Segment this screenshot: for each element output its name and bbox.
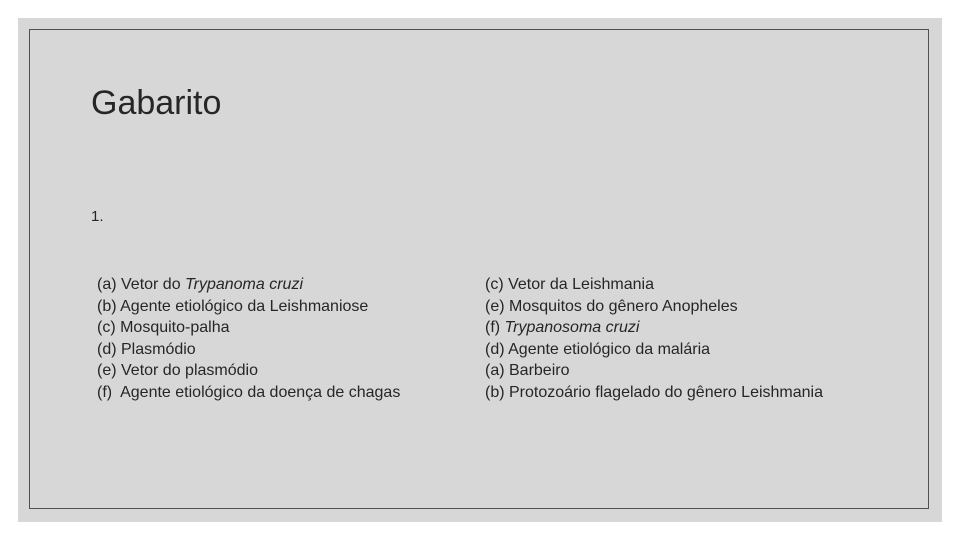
right-answer-list xyxy=(485,274,823,404)
left-answer-item xyxy=(97,382,400,404)
answer-species-name: Trypanosoma cruzi xyxy=(504,319,640,337)
left-answer-item xyxy=(97,339,400,361)
answer-text: (a) Vetor do xyxy=(97,276,186,293)
answer-text: (e) Mosquitos do gênero Anopheles xyxy=(485,297,738,315)
answer-text: (c) Vetor da Leishmania xyxy=(485,276,654,293)
left-answer-item xyxy=(97,296,400,318)
left-answer-list xyxy=(97,274,400,404)
answer-text: (e) Vetor do plasmódio xyxy=(97,362,258,380)
right-answer-item xyxy=(485,360,823,382)
right-answer-item xyxy=(485,382,823,404)
right-answer-item xyxy=(485,317,823,339)
answer-text: (c) Mosquito-palha xyxy=(97,319,230,337)
right-answer-item xyxy=(485,274,823,296)
answer-species-name: Trypanoma cruzi xyxy=(185,276,304,293)
answer-text: (f) Agente etiológico da doença de chagas xyxy=(97,383,401,401)
slide-title: Gabarito xyxy=(91,84,222,122)
answer-text: (b) Agente etiológico da Leishmaniose xyxy=(97,297,369,315)
right-answer-item xyxy=(485,339,823,361)
answer-text: (d) Agente etiológico da malária xyxy=(485,340,711,358)
left-answer-item xyxy=(97,360,400,382)
answer-text: (b) Protozoário flagelado do gênero Leishmania xyxy=(485,383,823,401)
answer-text: (f) xyxy=(485,319,505,337)
answer-text: (a) Barbeiro xyxy=(485,362,570,380)
right-answer-item xyxy=(485,296,823,318)
left-answer-item xyxy=(97,274,400,296)
slide xyxy=(18,18,942,522)
left-answer-item xyxy=(97,317,400,339)
answer-text: (d) Plasmódio xyxy=(97,340,196,358)
question-number: 1. xyxy=(91,208,104,225)
